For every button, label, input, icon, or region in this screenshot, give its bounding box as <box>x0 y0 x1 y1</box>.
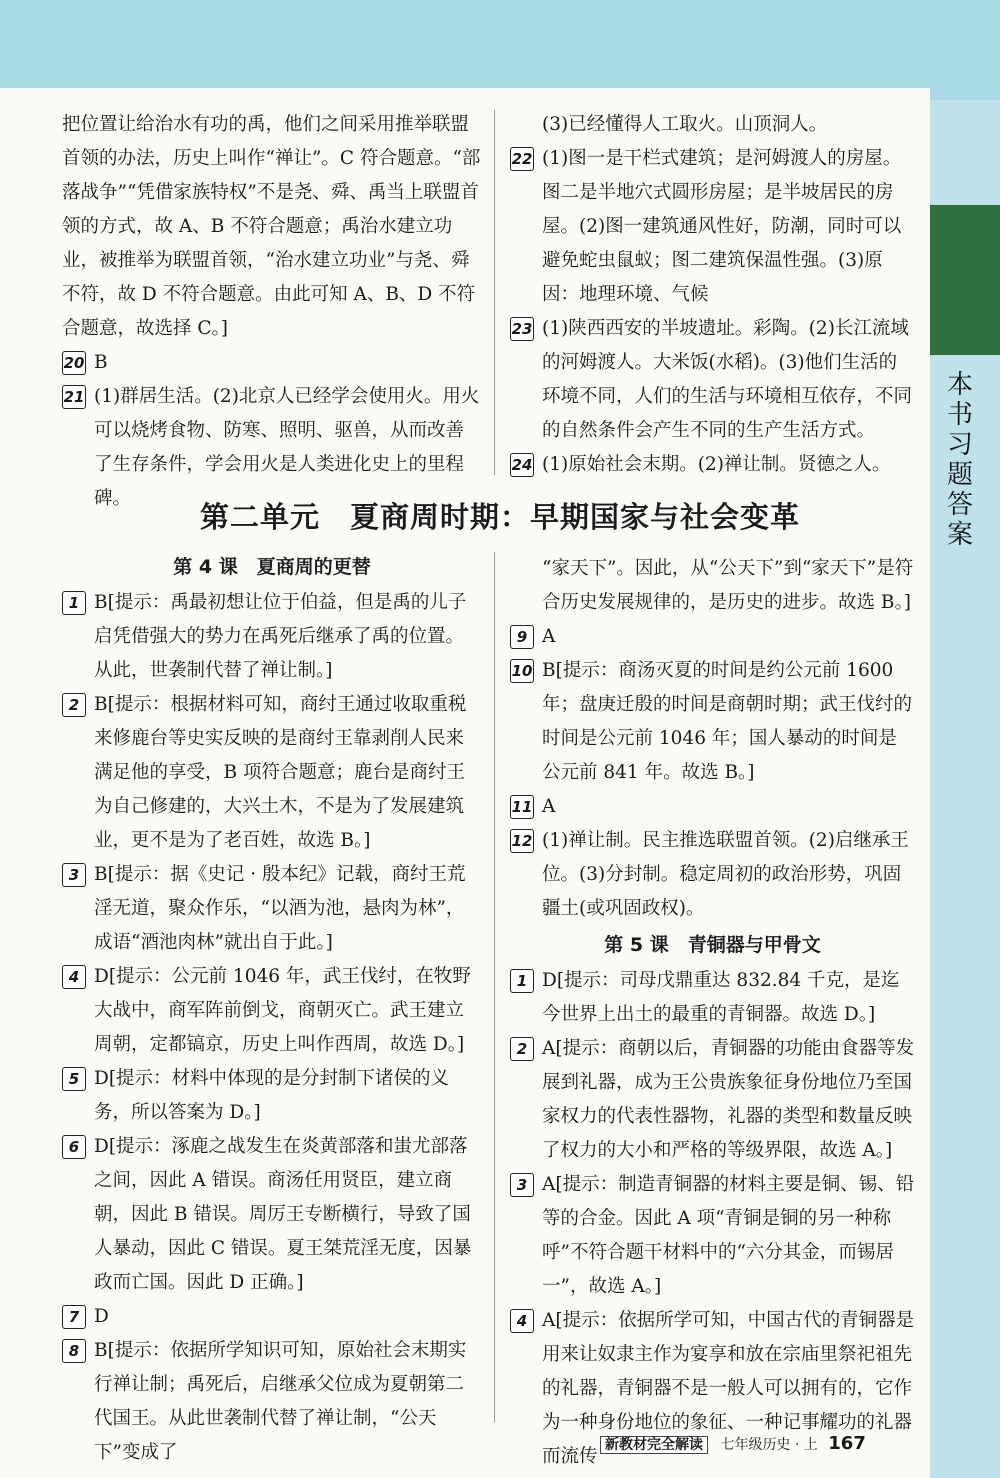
question-number: 8 <box>62 1339 86 1363</box>
column-divider <box>494 552 495 1422</box>
question-number: 7 <box>62 1305 86 1329</box>
book-brand: 新教材完全解读 <box>600 1436 708 1454</box>
question-number: 1 <box>62 591 86 615</box>
answer-text: A[提示：依据所学可知，中国古代的青铜器是用来让奴隶主作为宴享和放在宗庙里祭祀祖先的礼器，青铜器不是一般人可以拥有的，它作为一种身份地位的象征、一种记事耀功的礼器而流传 <box>542 1310 915 1467</box>
question-number: 5 <box>62 1067 86 1091</box>
answer-text: (1)群居生活。(2)北京人已经学会使用火。用火可以烧烤食物、防寒、照明、驱兽，从而改善了生存条件，学会用火是人类进化史上的里程碑。 <box>94 386 480 509</box>
question-number: 12 <box>510 829 534 853</box>
answer-item <box>62 1334 482 1470</box>
answer-text: B[提示：商汤灭夏的时间是约公元前 1600 年；盘庚迁殷的时间是商朝时期；武王伐纣的时间是公元前 1046 年；国人暴动的时间是公元前 841 年。故选 B。] <box>542 660 913 783</box>
answer-text: B[提示：依据所学知识可知，原始社会末期实行禅让制；禹死后，启继承父位成为夏朝第二代国王。从此世袭制代替了禅让制，“公天下”变成了 <box>94 1340 467 1463</box>
lesson-title: 第 5 课 青铜器与甲骨文 <box>604 934 821 956</box>
question-number: 2 <box>62 693 86 717</box>
answer-item <box>510 312 915 448</box>
question-number: 4 <box>510 1309 534 1333</box>
answer-item <box>510 1168 915 1304</box>
question-number: 4 <box>62 965 86 989</box>
answer-item <box>510 790 915 824</box>
question-number: 3 <box>62 863 86 887</box>
question-number: 3 <box>510 1173 534 1197</box>
answer-text: (1)图一是干栏式建筑；是河姆渡人的房屋。图二是半地穴式圆形房屋；是半坡居民的房屋。(2)图一建筑通风性好，防潮，同时可以避免蛇虫鼠蚁；图二建筑保温性强。(3)原因：地理环境、气候 <box>542 148 902 305</box>
question-number: 23 <box>510 317 534 341</box>
answer-item <box>510 964 915 1032</box>
answer-text: (1)禅让制。民主推选联盟首领。(2)启继承王位。(3)分封制。稳定周初的政治形势，巩固疆土(或巩固政权)。 <box>542 830 909 919</box>
answer-text: (1)原始社会末期。(2)禅让制。贤德之人。 <box>542 454 891 475</box>
answer-item <box>510 448 915 482</box>
answer-text: D[提示：涿鹿之战发生在炎黄部落和蚩尤部落之间，因此 A 错误。商汤任用贤臣，建立商朝，因此 B 错误。周厉王专断横行，导致了国人暴动，因此 C 错误。夏王桀荒淫无度，因暴政而亡国。因此 D 正确。] <box>94 1136 472 1293</box>
answer-item <box>510 142 915 312</box>
question-number: 2 <box>510 1037 534 1061</box>
question-number: 20 <box>62 351 86 375</box>
question-number: 1 <box>510 969 534 993</box>
top-left-column <box>62 108 482 516</box>
answer-item <box>510 620 915 654</box>
answer-item <box>62 586 482 688</box>
answer-text: B <box>94 352 108 373</box>
answer-text: D[提示：材料中体现的是分封制下诸侯的义务，所以答案为 D。] <box>94 1068 450 1123</box>
question-number: 22 <box>510 147 534 171</box>
question-number: 6 <box>62 1135 86 1159</box>
lesson4-right-column <box>510 552 915 1474</box>
page-number: 167 <box>828 1433 866 1454</box>
lesson4-column <box>62 550 482 1470</box>
continued-paragraph: “家天下”。因此，从“公天下”到“家天下”是符合历史发展规律的，是历史的进步。故选 B。] <box>542 558 914 613</box>
question-number: 24 <box>510 453 534 477</box>
continued-paragraph: 把位置让给治水有功的禹，他们之间采用推举联盟首领的办法，历史上叫作“禅让”。C 符合题意。“部落战争”“凭借家族特权”不是尧、舜、禹当上联盟首领的方式，故 A、B 不符合题意；禹治水建立功业，被推举为联盟首领，“治水建立功业”与尧、舜不符，故 D 不符合题意。由此可知 A、B、D 不符合题意，故选择 C。] <box>62 114 481 339</box>
answer-item <box>510 654 915 790</box>
answer-text: D[提示：司母戊鼎重达 832.84 千克，是迄今世界上出土的最重的青铜器。故选 D。] <box>542 970 900 1025</box>
answers-tab <box>930 205 1000 355</box>
answer-item <box>510 1032 915 1168</box>
top-right-column <box>510 108 915 482</box>
answer-text: D <box>94 1306 109 1327</box>
question-number: 9 <box>510 625 534 649</box>
answer-item <box>62 1130 482 1300</box>
page-footer <box>600 1431 900 1457</box>
header-pattern <box>0 0 1000 100</box>
question-number: 21 <box>62 385 86 409</box>
question-number: 11 <box>510 795 534 819</box>
answer-item <box>62 858 482 960</box>
lesson-title: 第 4 课 夏商周的更替 <box>173 556 371 578</box>
answer-text: A[提示：商朝以后，青铜器的功能由食器等发展到礼器，成为王公贵族象征身份地位乃至国家权力的代表性器物，礼器的类型和数量反映了权力的大小和严格的等级界限，故选 A。] <box>542 1038 915 1161</box>
answer-item <box>62 688 482 858</box>
answer-item <box>62 346 482 380</box>
answer-text: A <box>542 626 556 647</box>
answer-text: (1)陕西西安的半坡遗址。彩陶。(2)长江流域的河姆渡人。大米饭(水稻)。(3)他们生活的环境不同，人们的生活与环境相互依存，不同的自然条件会产生不同的生产生活方式。 <box>542 318 913 441</box>
unit-title: 第二单元 夏商周时期：早期国家与社会变革 <box>199 500 800 534</box>
column-divider <box>494 110 495 475</box>
answer-item <box>62 1300 482 1334</box>
answer-text: B[提示：根据材料可知，商纣王通过收取重税来修鹿台等史实反映的是商纣王靠剥削人民来满足他的享受，B 项符合题意；鹿台是商纣王为自己修建的，大兴土木，不是为了发展建筑业，更不是为了老百姓，故选 B。] <box>94 694 467 851</box>
question-number: 10 <box>510 659 534 683</box>
answer-text: D[提示：公元前 1046 年，武王伐纣，在牧野大战中，商军阵前倒戈，商朝灭亡。武王建立周朝，定都镐京，历史上叫作西周，故选 D。] <box>94 966 471 1055</box>
answer-item <box>62 1062 482 1130</box>
answer-text: A <box>542 796 556 817</box>
side-label: 本书习题答案 <box>946 370 973 550</box>
answer-item <box>62 960 482 1062</box>
continued-paragraph: (3)已经懂得人工取火。山顶洞人。 <box>542 114 828 135</box>
book-subject: 七年级历史 · 上 <box>720 1437 818 1453</box>
answer-text: B[提示：据《史记 · 殷本纪》记载，商纣王荒淫无道，聚众作乐，“以酒为池，悬肉为林”，成语“酒池肉林”就出自于此。] <box>94 864 466 953</box>
answer-text: B[提示：禹最初想让位于伯益，但是禹的儿子启凭借强大的势力在禹死后继承了禹的位置。从此，世袭制代替了禅让制。] <box>94 592 467 681</box>
answer-item <box>510 824 915 926</box>
answer-text: A[提示：制造青铜器的材料主要是铜、锡、铅等的合金。因此 A 项“青铜是铜的另一种称呼”不符合题干材料中的“六分其金，而锡居一”，故选 A。] <box>542 1174 915 1297</box>
